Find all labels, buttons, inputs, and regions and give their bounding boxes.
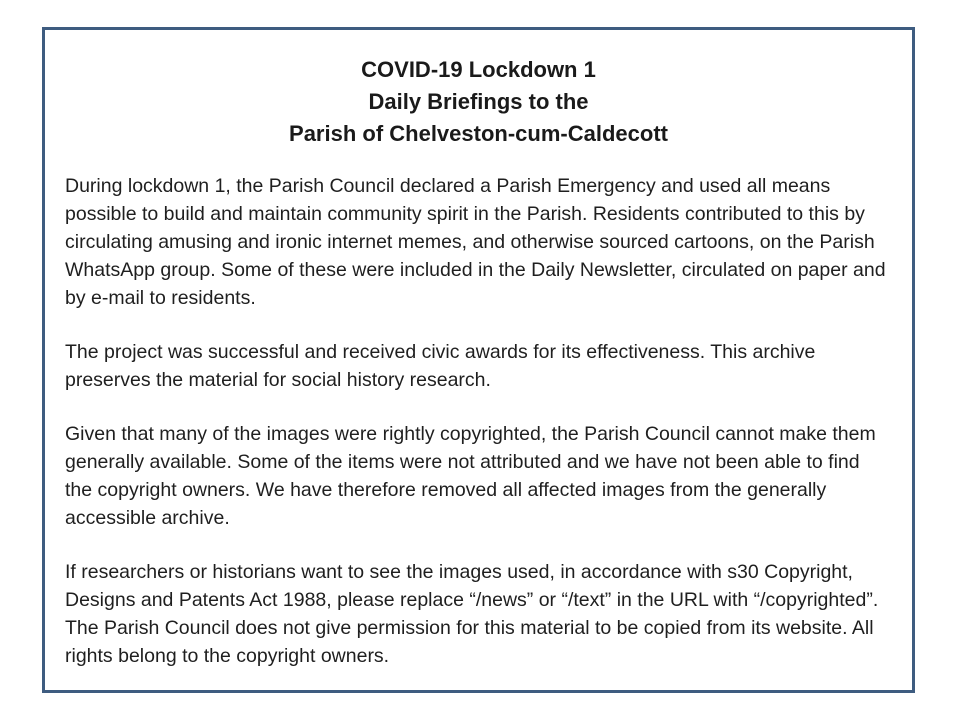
paragraph-copyright-removal: Given that many of the images were rightly copyrighted, the Parish Council cannot make them generally available. Some of the items were not attributed and we have not been able to find the copyright owners. We have therefore removed all affected images from the generally accessible archive. xyxy=(65,423,876,529)
title-line-2: Daily Briefings to the xyxy=(368,89,589,114)
title-line-1: COVID-19 Lockdown 1 xyxy=(361,57,596,82)
paragraph-researcher-access: If researchers or historians want to see the images used, in accordance with s30 Copyright, Designs and Patents Act 1988, please replace “/news” or “/text” in the URL with “/copyrighted”. The Parish Council does not give permission for this material to be copied from its website. All rights belong to the copyright owners. xyxy=(65,561,879,667)
paragraph-lockdown-intro: During lockdown 1, the Parish Council declared a Parish Emergency and used all means possible to build and maintain community spirit in the Parish. Residents contributed to this by circulating amusing and ironic internet memes, and otherwise sourced cartoons, on the Parish WhatsApp group. Some of these were included in the Daily Newsletter, circulated on paper and by e-mail to residents. xyxy=(65,175,886,309)
page-title xyxy=(45,54,912,150)
paragraph-project-success: The project was successful and received civic awards for its effectiveness. This archive preserves the material for social history research. xyxy=(65,341,816,391)
notice-frame xyxy=(42,27,915,693)
notice-body xyxy=(45,172,912,670)
title-line-3: Parish of Chelveston-cum-Caldecott xyxy=(289,121,668,146)
